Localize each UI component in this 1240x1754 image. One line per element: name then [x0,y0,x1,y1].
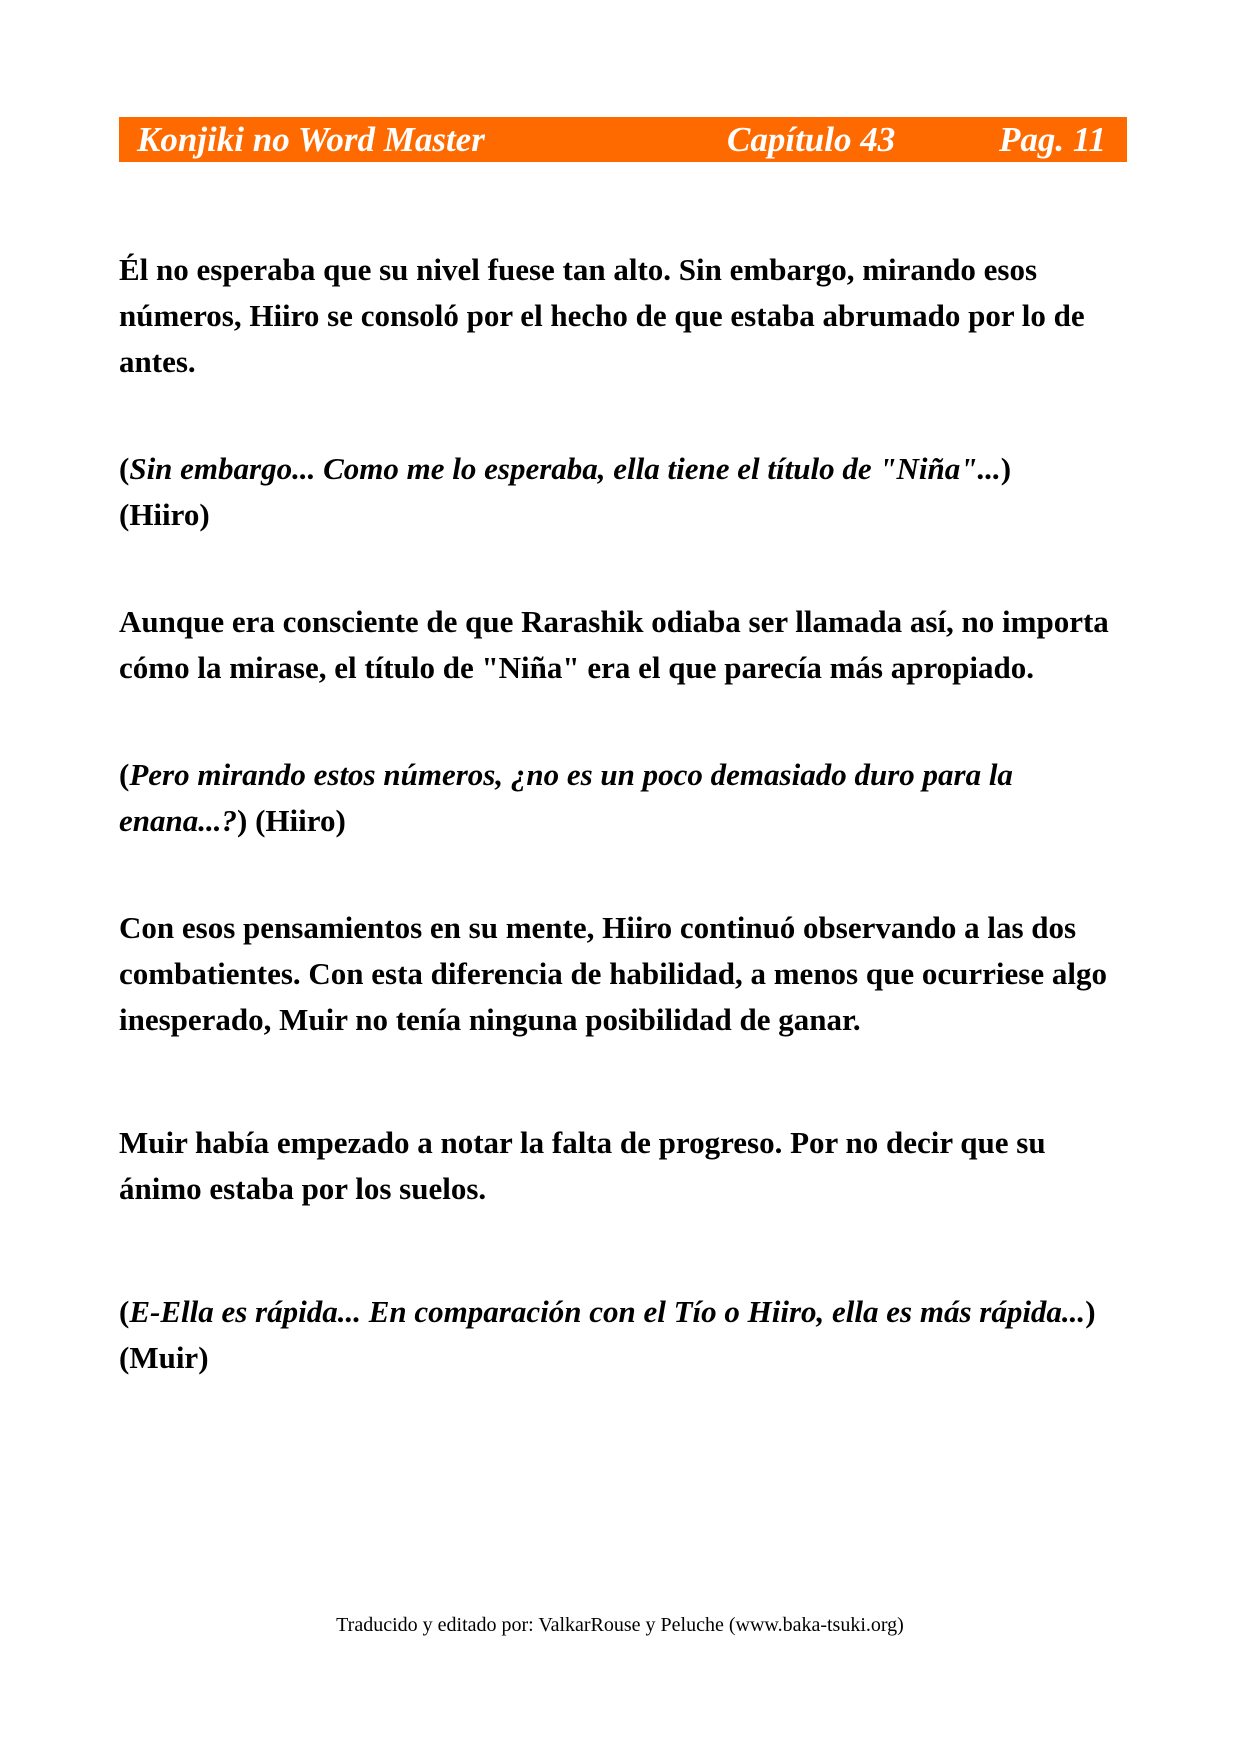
page-body [119,247,1129,1381]
thought-text: Sin embargo... Como me lo esperaba, ella tiene el título de "Niña"... [129,451,1001,486]
thought-close-paren: ) [1085,1294,1096,1329]
header-title: Konjiki no Word Master [137,120,485,159]
thought-text: E-Ella es rápida... En comparación con el Tío o Hiiro, ella es más rápida... [129,1294,1086,1329]
thought-open-paren: ( [119,1294,130,1329]
paragraph-thought-muir [119,1289,1129,1381]
paragraph-thought-hiiro [119,752,1129,844]
page-footer-credit: Traducido y editado por: ValkarRouse y Peluche (www.baka-tsuki.org) [336,1614,904,1636]
thought-open-paren: ( [119,757,130,792]
thought-speaker: (Muir) [119,1340,209,1375]
thought-close-paren: ) [1000,451,1012,486]
paragraph-narration: Aunque era consciente de que Rarashik odiaba ser llamada así, no importa cómo la mirase, el título de "Niña" era el que parecía más apropiado. [119,604,1109,685]
paragraph-narration: Muir había empezado a notar la falta de progreso. Por no decir que su ánimo estaba por los suelos. [119,1125,1046,1206]
thought-speaker: (Hiiro) [119,497,210,532]
thought-text: Pero mirando estos números, ¿no es un poco demasiado duro para la enana...? [119,757,1013,838]
header-page-number: Pag. 11 [999,120,1106,159]
paragraph-narration: Él no esperaba que su nivel fuese tan alto. Sin embargo, mirando esos números, Hiiro se consoló por el hecho de que estaba abrumado por lo de antes. [119,252,1085,379]
header-chapter: Capítulo 43 [727,120,896,159]
page-header-bar [119,117,1127,162]
thought-speaker: (Hiiro) [255,803,346,838]
paragraph-narration: Con esos pensamientos en su mente, Hiiro continuó observando a las dos combatientes. Con esta diferencia de habilidad, a menos que ocurriese algo inesperado, Muir no tenía ninguna posibilidad de ganar. [119,910,1107,1037]
paragraph-thought-hiiro [119,446,1129,538]
thought-open-paren: ( [119,451,130,486]
thought-close-paren: ) [237,803,248,838]
